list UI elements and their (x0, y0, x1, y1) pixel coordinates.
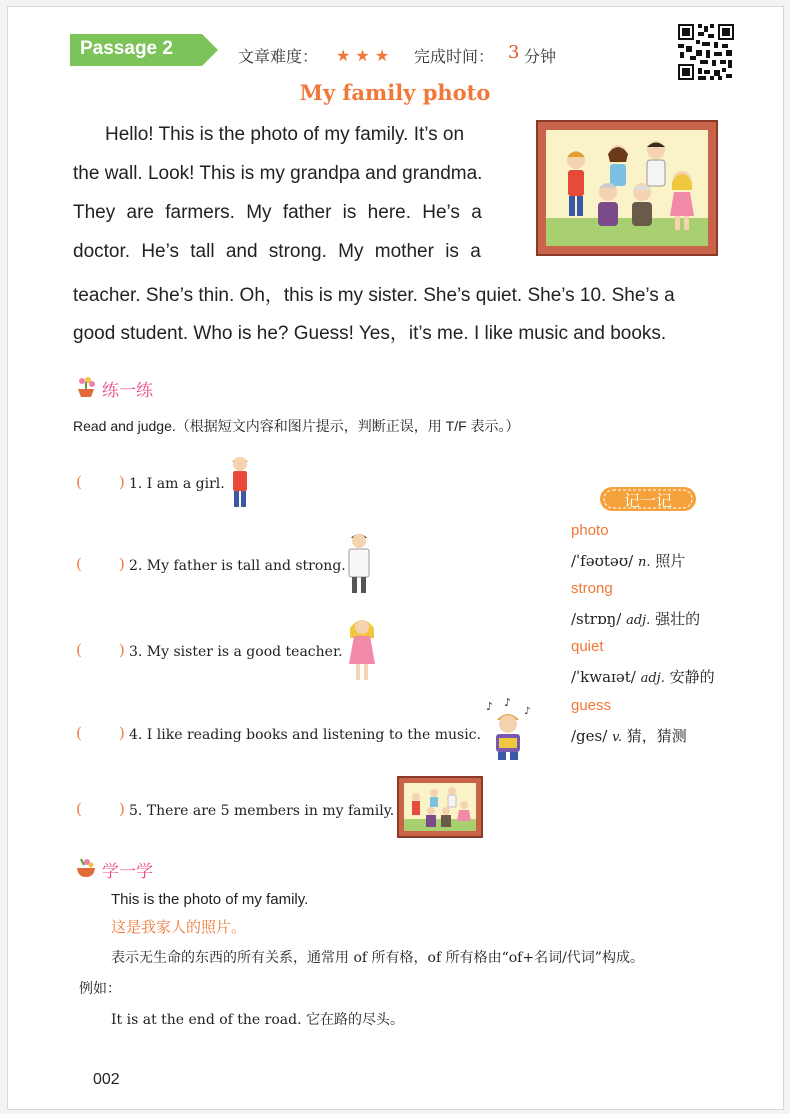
vocab-meaning-1: 照片 (655, 552, 686, 570)
difficulty-label: 文章难度： (238, 47, 319, 66)
answer-blank-5-open[interactable]: ( (76, 800, 82, 818)
vocab-entry-1 (571, 550, 685, 571)
answer-blank-3-close[interactable]: ) (119, 641, 125, 659)
boy-icon (229, 452, 251, 512)
vocab-entry-4 (571, 725, 687, 746)
vocab-entry-2 (571, 608, 700, 629)
vocab-word-3: quiet (571, 638, 604, 655)
practice-heading-label: 练一练 (102, 381, 153, 401)
page-number: 002 (93, 1071, 120, 1088)
vocab-pos-1: n. (637, 555, 651, 570)
learn-note-line-2: 例如： (79, 981, 121, 997)
vocab-meaning-3: 安静的 (669, 668, 715, 686)
difficulty-stars: ★ ★ ★ (336, 46, 390, 65)
time-value: 3 (508, 42, 520, 63)
answer-blank-5-close[interactable]: ) (119, 800, 125, 818)
vocab-ipa-4: /ges/ (571, 727, 608, 745)
learn-note-line-1: 表示无生命的东西的所有关系，通常用 of 所有格，of 所有格由“of+名词/代词”构成。 (111, 950, 644, 966)
family-illustration (546, 130, 708, 246)
vocab-word-4: guess (571, 697, 612, 714)
answer-blank-2-open[interactable]: ( (76, 555, 82, 573)
svg-text:♪: ♪ (486, 700, 494, 713)
vocab-entry-3 (571, 666, 715, 687)
passage-title: My family photo (299, 80, 491, 105)
answer-blank-1-open[interactable]: ( (76, 473, 82, 491)
vocab-meaning-2: 强壮的 (655, 610, 701, 628)
answer-blank-3-open[interactable]: ( (76, 641, 82, 659)
question-2: 2. My father is tall and strong. (129, 558, 346, 574)
passage-line-6: good student. Who is he? Guess! Yes，it’s me. I like music and books. (73, 323, 667, 344)
answer-blank-4-close[interactable]: ) (119, 724, 125, 742)
question-5: 5. There are 5 members in my family. (129, 803, 395, 819)
practice-instruction: Read and judge.（根据短文内容和图片提示，判断正误，用 T/F 表示。） (73, 418, 520, 434)
passage-line-2: the wall. Look! This is my grandpa and grandma. (73, 163, 483, 184)
svg-text:♪: ♪ (504, 698, 512, 709)
doctor-icon (344, 530, 374, 598)
vocab-heading (600, 485, 696, 513)
bowl-icon (75, 857, 97, 879)
vocab-ipa-1: /ˈfəʊtəʊ/ (571, 552, 634, 570)
question-3: 3. My sister is a good teacher. (129, 644, 343, 660)
question-1: 1. I am a girl. (129, 476, 225, 492)
vocab-word-1: photo (571, 522, 609, 539)
passage-line-3: They are farmers. My father is here. He’s a (73, 202, 482, 223)
vocab-ipa-3: /ˈkwaɪət/ (571, 668, 636, 686)
learn-example: It is at the end of the road. 它在路的尽头。 (111, 1012, 405, 1028)
learn-heading-label: 学一学 (102, 862, 153, 882)
time-unit: 分钟 (524, 47, 557, 66)
passage-label: Passage 2 (80, 38, 173, 59)
learn-translation: 这是我家人的照片。 (111, 918, 247, 936)
passage-tag (70, 34, 220, 66)
family-illustration-small (404, 783, 476, 831)
passage-line-5: teacher. She’s thin. Oh，this is my sister. She’s quiet. She’s 10. She’s a (73, 285, 675, 306)
vocab-pos-2: adj. (626, 613, 651, 628)
svg-text:♪: ♪ (524, 706, 531, 717)
question-4: 4. I like reading books and listening to the music. (129, 727, 481, 743)
answer-blank-1-close[interactable]: ) (119, 473, 125, 491)
family-photo-small (397, 776, 483, 838)
sister-icon (346, 614, 378, 684)
vocab-meaning-4: 猜，猜测 (626, 727, 687, 745)
time-label: 完成时间： (414, 47, 495, 66)
vocab-ipa-2: /strɒŋ/ (571, 610, 622, 628)
learn-sentence: This is the photo of my family. (111, 891, 309, 908)
vocab-pos-4: v. (612, 730, 623, 745)
vocab-word-2: strong (571, 580, 613, 597)
passage-line-4: doctor. He’s tall and strong. My mother is a (73, 241, 481, 262)
flower-pot-icon (75, 376, 97, 398)
vocab-heading-label: 记一记 (623, 491, 672, 510)
answer-blank-4-open[interactable]: ( (76, 724, 82, 742)
answer-blank-2-close[interactable]: ) (119, 555, 125, 573)
family-photo (536, 120, 718, 256)
vocab-pos-3: adj. (640, 671, 665, 686)
boy-reading-music-icon (484, 698, 534, 762)
qr-code-icon[interactable] (678, 24, 734, 80)
passage-line-1: Hello! This is the photo of my family. It’s on (105, 124, 465, 145)
